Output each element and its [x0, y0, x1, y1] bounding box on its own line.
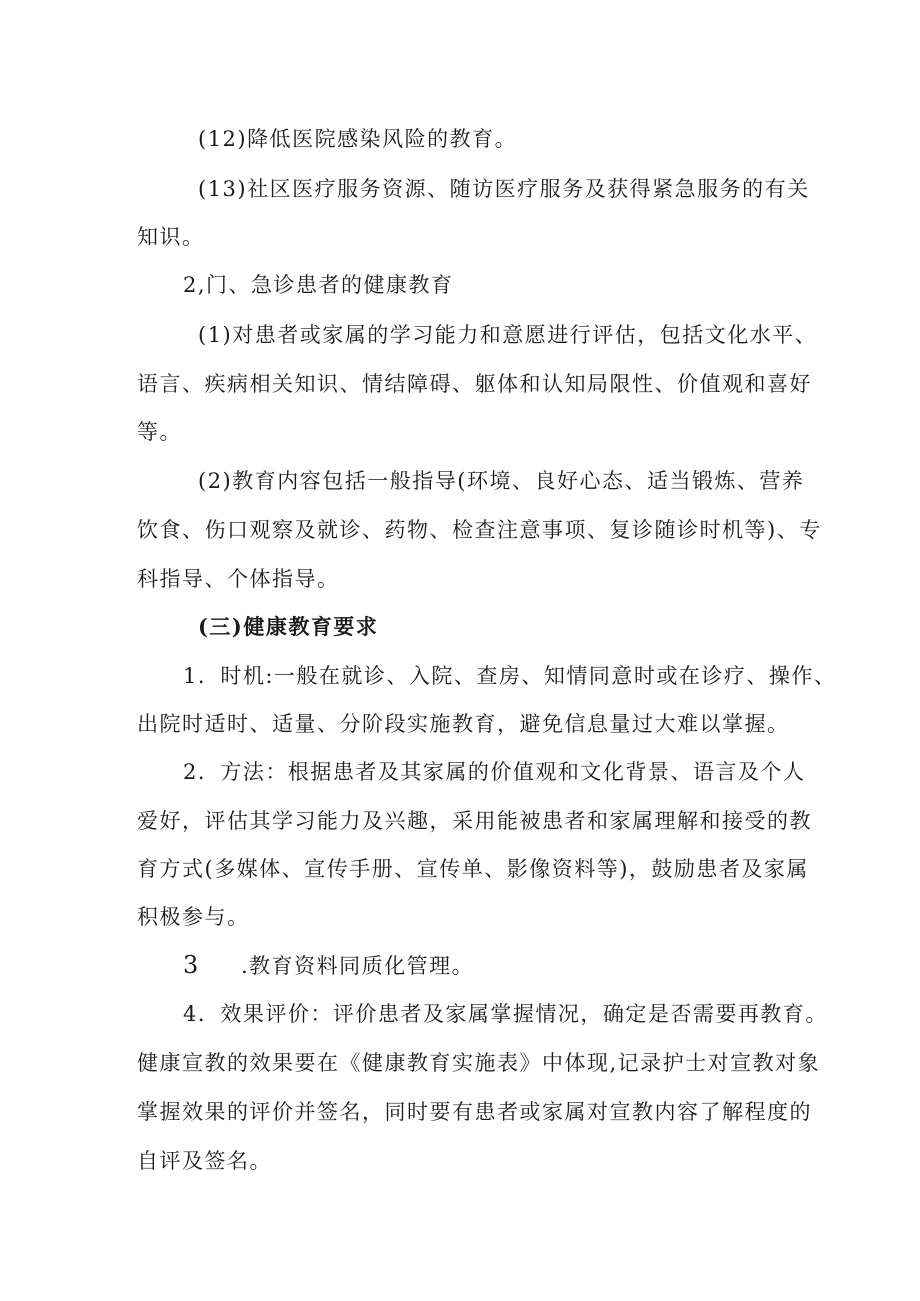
item-13-line-1: (13)社区医疗服务资源、随访医疗服务及获得紧急服务的有关: [198, 177, 810, 201]
section-3-heading: (三)健康教育要求: [198, 614, 379, 639]
s2-item-1-line-2: 语言、疾病相关知识、情结障碍、躯体和认知局限性、价值观和喜好: [137, 372, 812, 396]
s2-item-2-line-1: (2)教育内容包括一般指导(环境、良好心态、适当锻炼、营养: [198, 469, 805, 493]
req-2-line-1: 2．方法：根据患者及其家属的价值观和文化背景、语言及个人: [183, 760, 806, 784]
req-3-text: .教育资料同质化管理。: [241, 954, 475, 978]
req-2-line-2: 爱好，评估其学习能力及兴趣，采用能被患者和家属理解和接受的教: [137, 809, 812, 833]
req-1-line-2: 出院时适时、适量、分阶段实施教育，避免信息量过大难以掌握。: [137, 712, 790, 736]
req-3-number: 3: [183, 951, 199, 979]
s2-item-2-line-2: 饮食、伤口观察及就诊、药物、检查注意事项、复诊随诊时机等)、专: [137, 518, 822, 542]
section-2-heading: 2,门、急诊患者的健康教育: [183, 273, 454, 297]
s2-item-1-line-1: (1)对患者或家属的学习能力和意愿进行评估，包括文化水平、: [198, 323, 818, 347]
req-4-line-4: 自评及签名。: [137, 1149, 272, 1173]
s2-item-1-line-3: 等。: [137, 420, 182, 444]
req-1-line-1: 1．时机:一般在就诊、入院、查房、知情同意时或在诊疗、操作、: [183, 664, 837, 688]
s2-item-2-line-3: 科指导、个体指导。: [137, 567, 340, 591]
item-12-line-1: (12)降低医院感染风险的教育。: [198, 127, 518, 151]
req-4-line-2: 健康宣教的效果要在《健康教育实施表》中体现,记录护士对宣教对象: [137, 1051, 821, 1075]
req-4-line-3: 掌握效果的评价并签名，同时要有患者或家属对宣教内容了解程度的: [137, 1100, 812, 1124]
item-13-line-2: 知识。: [137, 225, 205, 249]
req-2-line-4: 积极参与。: [137, 905, 250, 929]
req-4-line-1: 4．效果评价：评价患者及家属掌握情况，确定是否需要再教育。: [183, 1002, 828, 1026]
req-2-line-3: 育方式(多媒体、宣传手册、宣传单、影像资料等)，鼓励患者及家属: [137, 857, 809, 881]
